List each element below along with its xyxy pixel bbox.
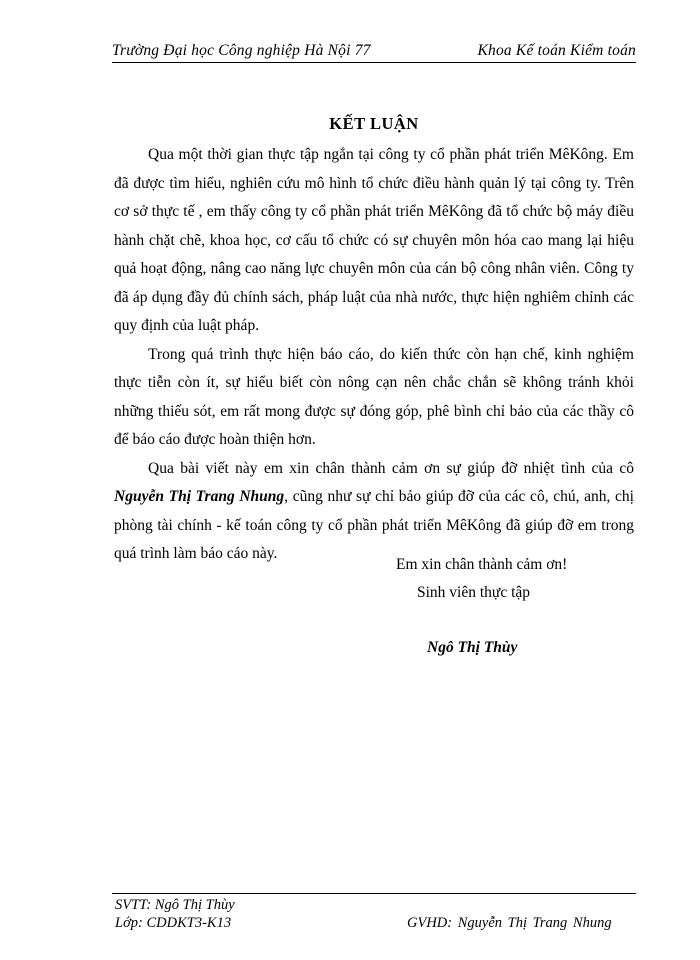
body-text <box>114 141 634 569</box>
header-school-page: Trường Đại học Công nghiệp Hà Nội 77 <box>112 42 371 59</box>
closing-thanks: Em xin chân thành cảm ơn! <box>396 556 568 573</box>
advisor-name: Nguyễn Thị Trang Nhung <box>114 488 285 505</box>
footer-class: Lớp: CDDKT3-K13 <box>115 915 232 931</box>
header-rule <box>112 62 636 63</box>
footer-rule <box>112 893 636 894</box>
header-faculty: Khoa Kế toán Kiểm toán <box>477 42 636 59</box>
page-title: KẾT LUẬN <box>329 114 419 133</box>
footer-advisor: GVHD: Nguyễn Thị Trang Nhung <box>407 915 612 931</box>
paragraph-3-after: , cũng như sự chỉ bảo giúp đỡ của các cô, chú, anh, chị phòng tài chính - kế toán công ty cổ phần phát triển MêKông đã giúp đỡ em trong quá trình làm báo cáo này. <box>114 488 634 562</box>
page-header <box>112 40 636 64</box>
paragraph-1: Qua một thời gian thực tập ngắn tại công ty cổ phần phát triển MêKông. Em đã được tìm hiểu, nghiên cứu mô hình tổ chức điều hành quản lý tại công ty. Trên cơ sở thực tế , em thấy công ty cổ phần phát triển MêKông đã tổ chức bộ máy điều hành chặt chẽ, khoa học, cơ cấu tổ chức có sự chuyên môn hóa cao mang lại hiệu quả hoạt động, nâng cao năng lực chuyên môn của cán bộ công nhân viên. Công ty đã áp dụng đầy đủ chính sách, pháp luật của nhà nước, thực hiện nghiêm chỉnh các quy định của luật pháp. <box>114 146 634 334</box>
paragraph-3-before: Qua bài viết này em xin chân thành cảm ơn sự giúp đỡ nhiệt tình của cô <box>148 459 634 477</box>
paragraph-3 <box>114 455 634 569</box>
paragraph-2: Trong quá trình thực hiện báo cáo, do kiến thức còn hạn chế, kinh nghiệm thực tiễn còn ít, sự hiểu biết còn nông cạn nên chắc chắn sẽ không tránh khỏi những thiếu sót, em rất mong được sự đóng góp, phê bình chỉ bảo của các thầy cô để báo cáo được hoàn thiện hơn. <box>114 345 634 448</box>
closing-signature: Ngô Thị Thùy <box>427 639 518 656</box>
footer-student: SVTT: Ngô Thị Thùy <box>115 897 235 913</box>
closing-role: Sinh viên thực tập <box>417 584 531 601</box>
